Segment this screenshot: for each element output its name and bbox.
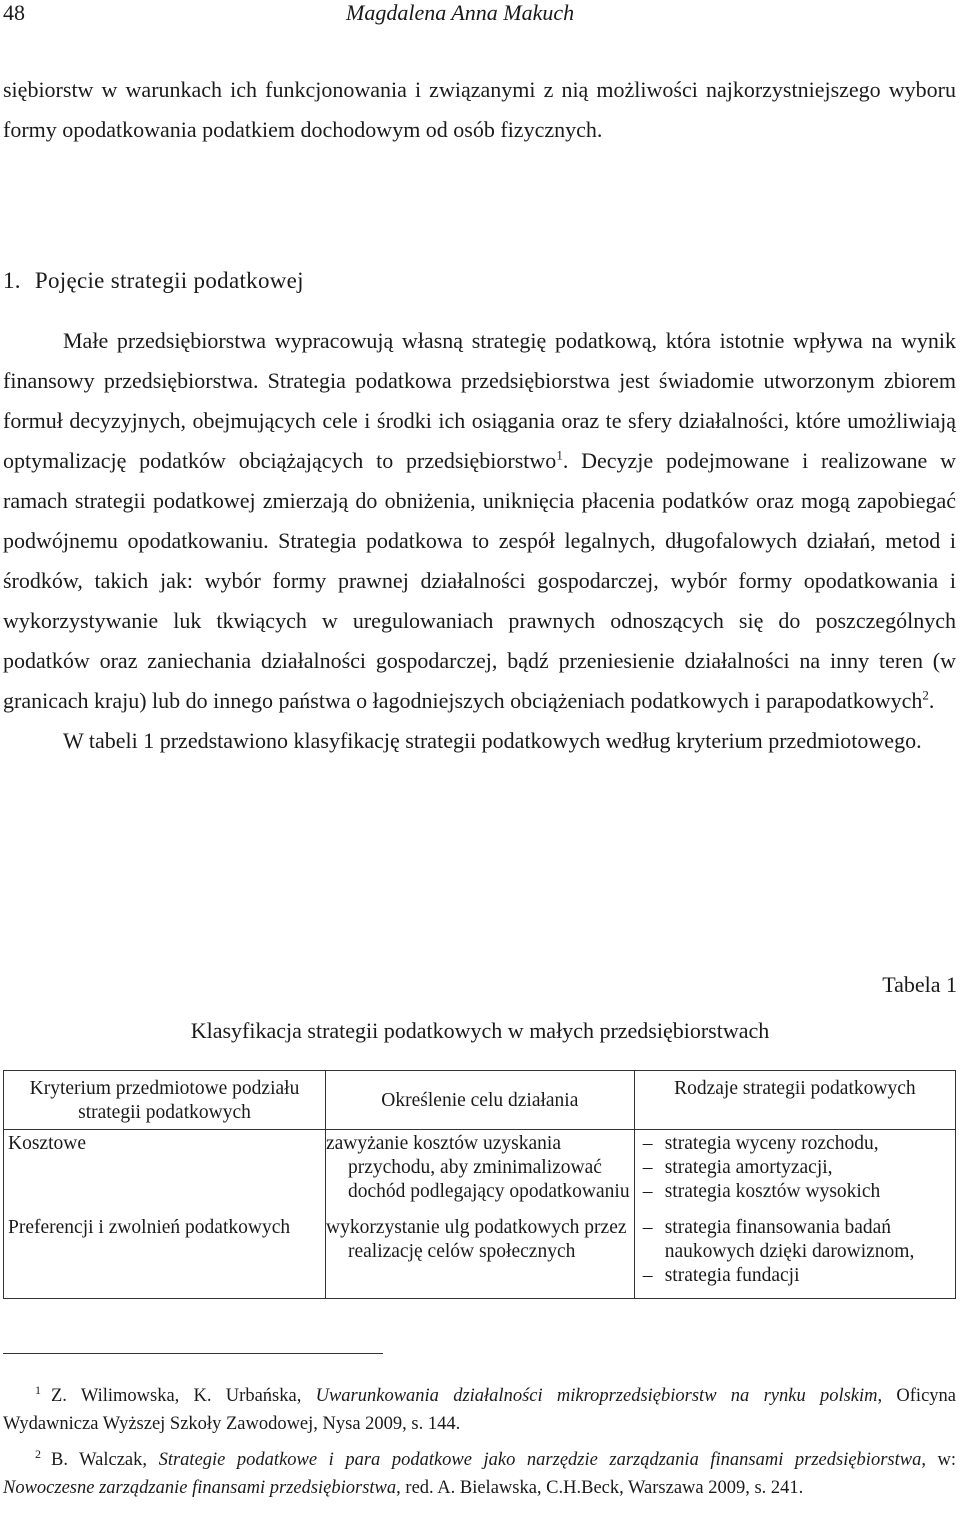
- page-header: [3, 0, 958, 36]
- footnote-ref-1[interactable]: 1: [556, 447, 563, 463]
- table-row: [4, 1214, 956, 1299]
- types-cell: [634, 1214, 955, 1299]
- page-number: 48: [3, 0, 25, 25]
- header-criterion: Kryterium przedmiotowe podziału strategii podatkowych: [4, 1071, 326, 1130]
- paragraph-table-intro: W tabeli 1 przedstawiono klasyfikację strategii podatkowych według kryterium przedmiotowego.: [63, 728, 922, 753]
- running-head: Magdalena Anna Makuch: [346, 0, 575, 25]
- section-title: Pojęcie strategii podatkowej: [34, 268, 304, 293]
- table-row: [4, 1130, 956, 1215]
- footnote-ref-2[interactable]: 2: [922, 687, 929, 703]
- classification-table: [3, 1070, 956, 1299]
- list-item: – strategia wyceny rozchodu,: [639, 1132, 951, 1156]
- list-item: – strategia amortyzacji,: [639, 1156, 951, 1180]
- footnote-rest: , red. A. Bielawska, C.H.Beck, Warszawa 2009, s. 241.: [396, 1478, 804, 1499]
- footnote-title: Strategie podatkowe i para podatkowe jako narzędzie zarządzania finansami przedsiębiorstwa: [158, 1450, 922, 1471]
- table-label: Tabela 1: [882, 972, 957, 997]
- section-number: 1.: [3, 268, 21, 293]
- paragraph-strategy: [3, 321, 956, 721]
- footnote-separator: [3, 1353, 383, 1354]
- main-text: [3, 321, 956, 761]
- footnote-2: [3, 1440, 956, 1502]
- footnote-author: B. Walczak,: [51, 1450, 148, 1471]
- strategy-types-list: [639, 1216, 951, 1288]
- list-item: – strategia fundacji: [639, 1264, 951, 1288]
- goal-cell: wykorzystanie ulg podatkowych przez realizację celów społecznych: [325, 1214, 634, 1299]
- paragraph-text: Małe przedsiębiorstwa wypracowują własną strategię podatkową, która istotnie wpływa na wynik finansowy przedsiębiorstwa. Strategia podatkowa przedsiębiorstwa jest świadomie utworzonym zbiorem formuł decyzyjnych, obejmujących cele i środki ich osiągania oraz te sfery działalności, które umożliwiają optymalizację podatków obciążających to przedsiębiorstwo: [3, 328, 956, 473]
- header-goal: Określenie celu działania: [325, 1071, 634, 1130]
- footnote-1: [3, 1376, 956, 1438]
- criterion-cell: Preferencji i zwolnień podatkowych: [4, 1214, 326, 1299]
- table-header-row: [4, 1071, 956, 1130]
- footnote-book-title: Nowoczesne zarządzanie finansami przedsiębiorstwa: [3, 1478, 397, 1499]
- strategy-types-list: [639, 1132, 951, 1204]
- intro-paragraph: siębiorstw w warunkach ich funkcjonowania i związanymi z nią możliwości najkorzystniejszego wyboru formy opodatkowania podatkiem dochodowym od osób fizycznych.: [3, 77, 956, 142]
- footnote-rest: , Oficyna Wydawnicza Wyższej Szkoły Zawodowej, Nysa 2009, s. 144.: [3, 1386, 956, 1435]
- footnote-mid: , w:: [921, 1450, 957, 1471]
- footnote-mark: 2: [35, 1447, 41, 1461]
- list-item: – strategia kosztów wysokich: [639, 1180, 951, 1204]
- footnote-mark: 1: [35, 1383, 41, 1397]
- criterion-cell: Kosztowe: [4, 1130, 326, 1215]
- footnote-title: Uwarunkowania działalności mikroprzedsiębiorstw na rynku polskim: [315, 1386, 878, 1407]
- table-title: Klasyfikacja strategii podatkowych w małych przedsiębiorstwach: [190, 1018, 770, 1043]
- types-cell: [634, 1130, 955, 1215]
- goal-cell: zawyżanie kosztów uzyskania przychodu, aby zminimalizować dochód podlegający opodatkowaniu: [325, 1130, 634, 1215]
- footnote-author: Z. Wilimowska, K. Urbańska,: [51, 1386, 302, 1407]
- paragraph-text: .: [928, 688, 935, 713]
- section-heading: [3, 268, 304, 294]
- list-item: – strategia finansowania badań naukowych dzięki darowiznom,: [639, 1216, 951, 1264]
- header-types: Rodzaje strategii podatkowych: [634, 1071, 955, 1130]
- paragraph-text: . Decyzje podejmowane i realizowane w ramach strategii podatkowej zmierzają do obniżenia, uniknięcia płacenia podatków oraz mogą zapobiegać podwójnemu opodatkowaniu. Strategia podatkowa to zespół legalnych, długofalowych działań, metod i środków, takich jak: wybór formy prawnej działalności gospodarczej, wybór formy opodatkowania i wykorzystywanie luk tkwiących w uregulowaniach prawnych odnoszących się do poszczególnych podatków oraz zaniechania działalności gospodarczej, bądź przeniesienie działalności na inny teren (w granicach kraju) lub do innego państwa o łagodniejszych obciążeniach podatkowych i parapodatkowych: [3, 448, 956, 713]
